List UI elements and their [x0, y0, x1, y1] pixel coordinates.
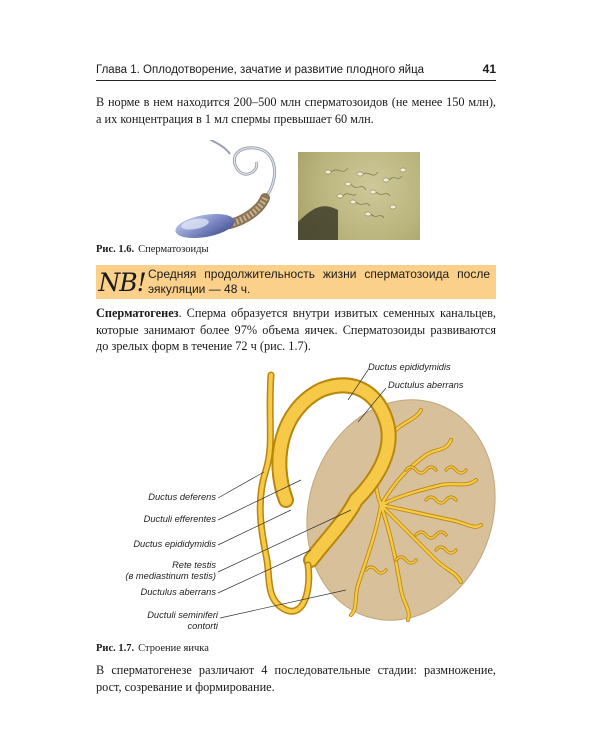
- nb-text: Средняя продолжительность жизни сперматозоида после эякуляции — 48 ч.: [148, 267, 490, 296]
- label-rete-testis-line1: Rete testis: [172, 560, 216, 570]
- label-ductuli-efferentes: Ductuli efferentes: [143, 514, 216, 524]
- running-header: [96, 62, 496, 81]
- figure-1-7-label: Рис. 1.7.: [96, 643, 135, 654]
- figure-1-7-text: Строение яичка: [138, 643, 209, 654]
- final-paragraph: В сперматогенезе различают 4 последовательные стадии: размножение, рост, созревание и формирование.: [96, 663, 496, 694]
- label-ductus-epididymidis-top: Ductus epididymidis: [368, 362, 451, 372]
- label-ductulus-aberrans-left: Ductulus aberrans: [140, 587, 216, 597]
- sperm-model-illustration: [150, 140, 290, 240]
- spermatogenesis-paragraph: [96, 305, 496, 355]
- chapter-title: Глава 1. Оплодотворение, зачатие и развитие плодного яйца: [96, 64, 425, 76]
- sperm-micrograph: [298, 152, 420, 240]
- page-number: 41: [482, 62, 496, 76]
- label-ductus-deferens: Ductus deferens: [148, 492, 216, 502]
- figure-1-6-caption: [96, 244, 496, 255]
- spermatogenesis-text: . Сперма образуется внутри извитых семенных канальцев, которые занимают более 97% объема яичек. Сперматозоиды развиваются до зрелых форм в течение 72 ч (рис. 1.7).: [96, 306, 496, 353]
- label-ductuli-seminiferi-line1: Ductuli seminiferi: [147, 610, 218, 620]
- label-ductus-epididymidis-left: Ductus epididymidis: [133, 539, 216, 549]
- label-ductulus-aberrans-top: Ductulus aberrans: [388, 380, 464, 390]
- label-ductuli-seminiferi: [96, 610, 218, 632]
- spermatogenesis-lead-in: Сперматогенез: [96, 306, 179, 320]
- label-ductuli-seminiferi-line2: contorti: [187, 621, 218, 631]
- intro-paragraph: В норме в нем находится 200–500 млн сперматозоидов (не менее 150 млн), а их концентрация в 1 мл спермы превышает 60 млн.: [96, 95, 496, 126]
- figure-1-7-caption: [96, 643, 496, 654]
- nb-callout: [96, 265, 496, 299]
- figure-1-6-label: Рис. 1.6.: [96, 244, 135, 255]
- nb-mark: NB!: [98, 267, 146, 297]
- label-rete-testis: [96, 560, 216, 582]
- label-rete-testis-line2: (в mediastinum testis): [125, 571, 216, 581]
- figure-1-6-text: Сперматозоиды: [138, 244, 209, 255]
- testis-structure-diagram: [96, 360, 496, 640]
